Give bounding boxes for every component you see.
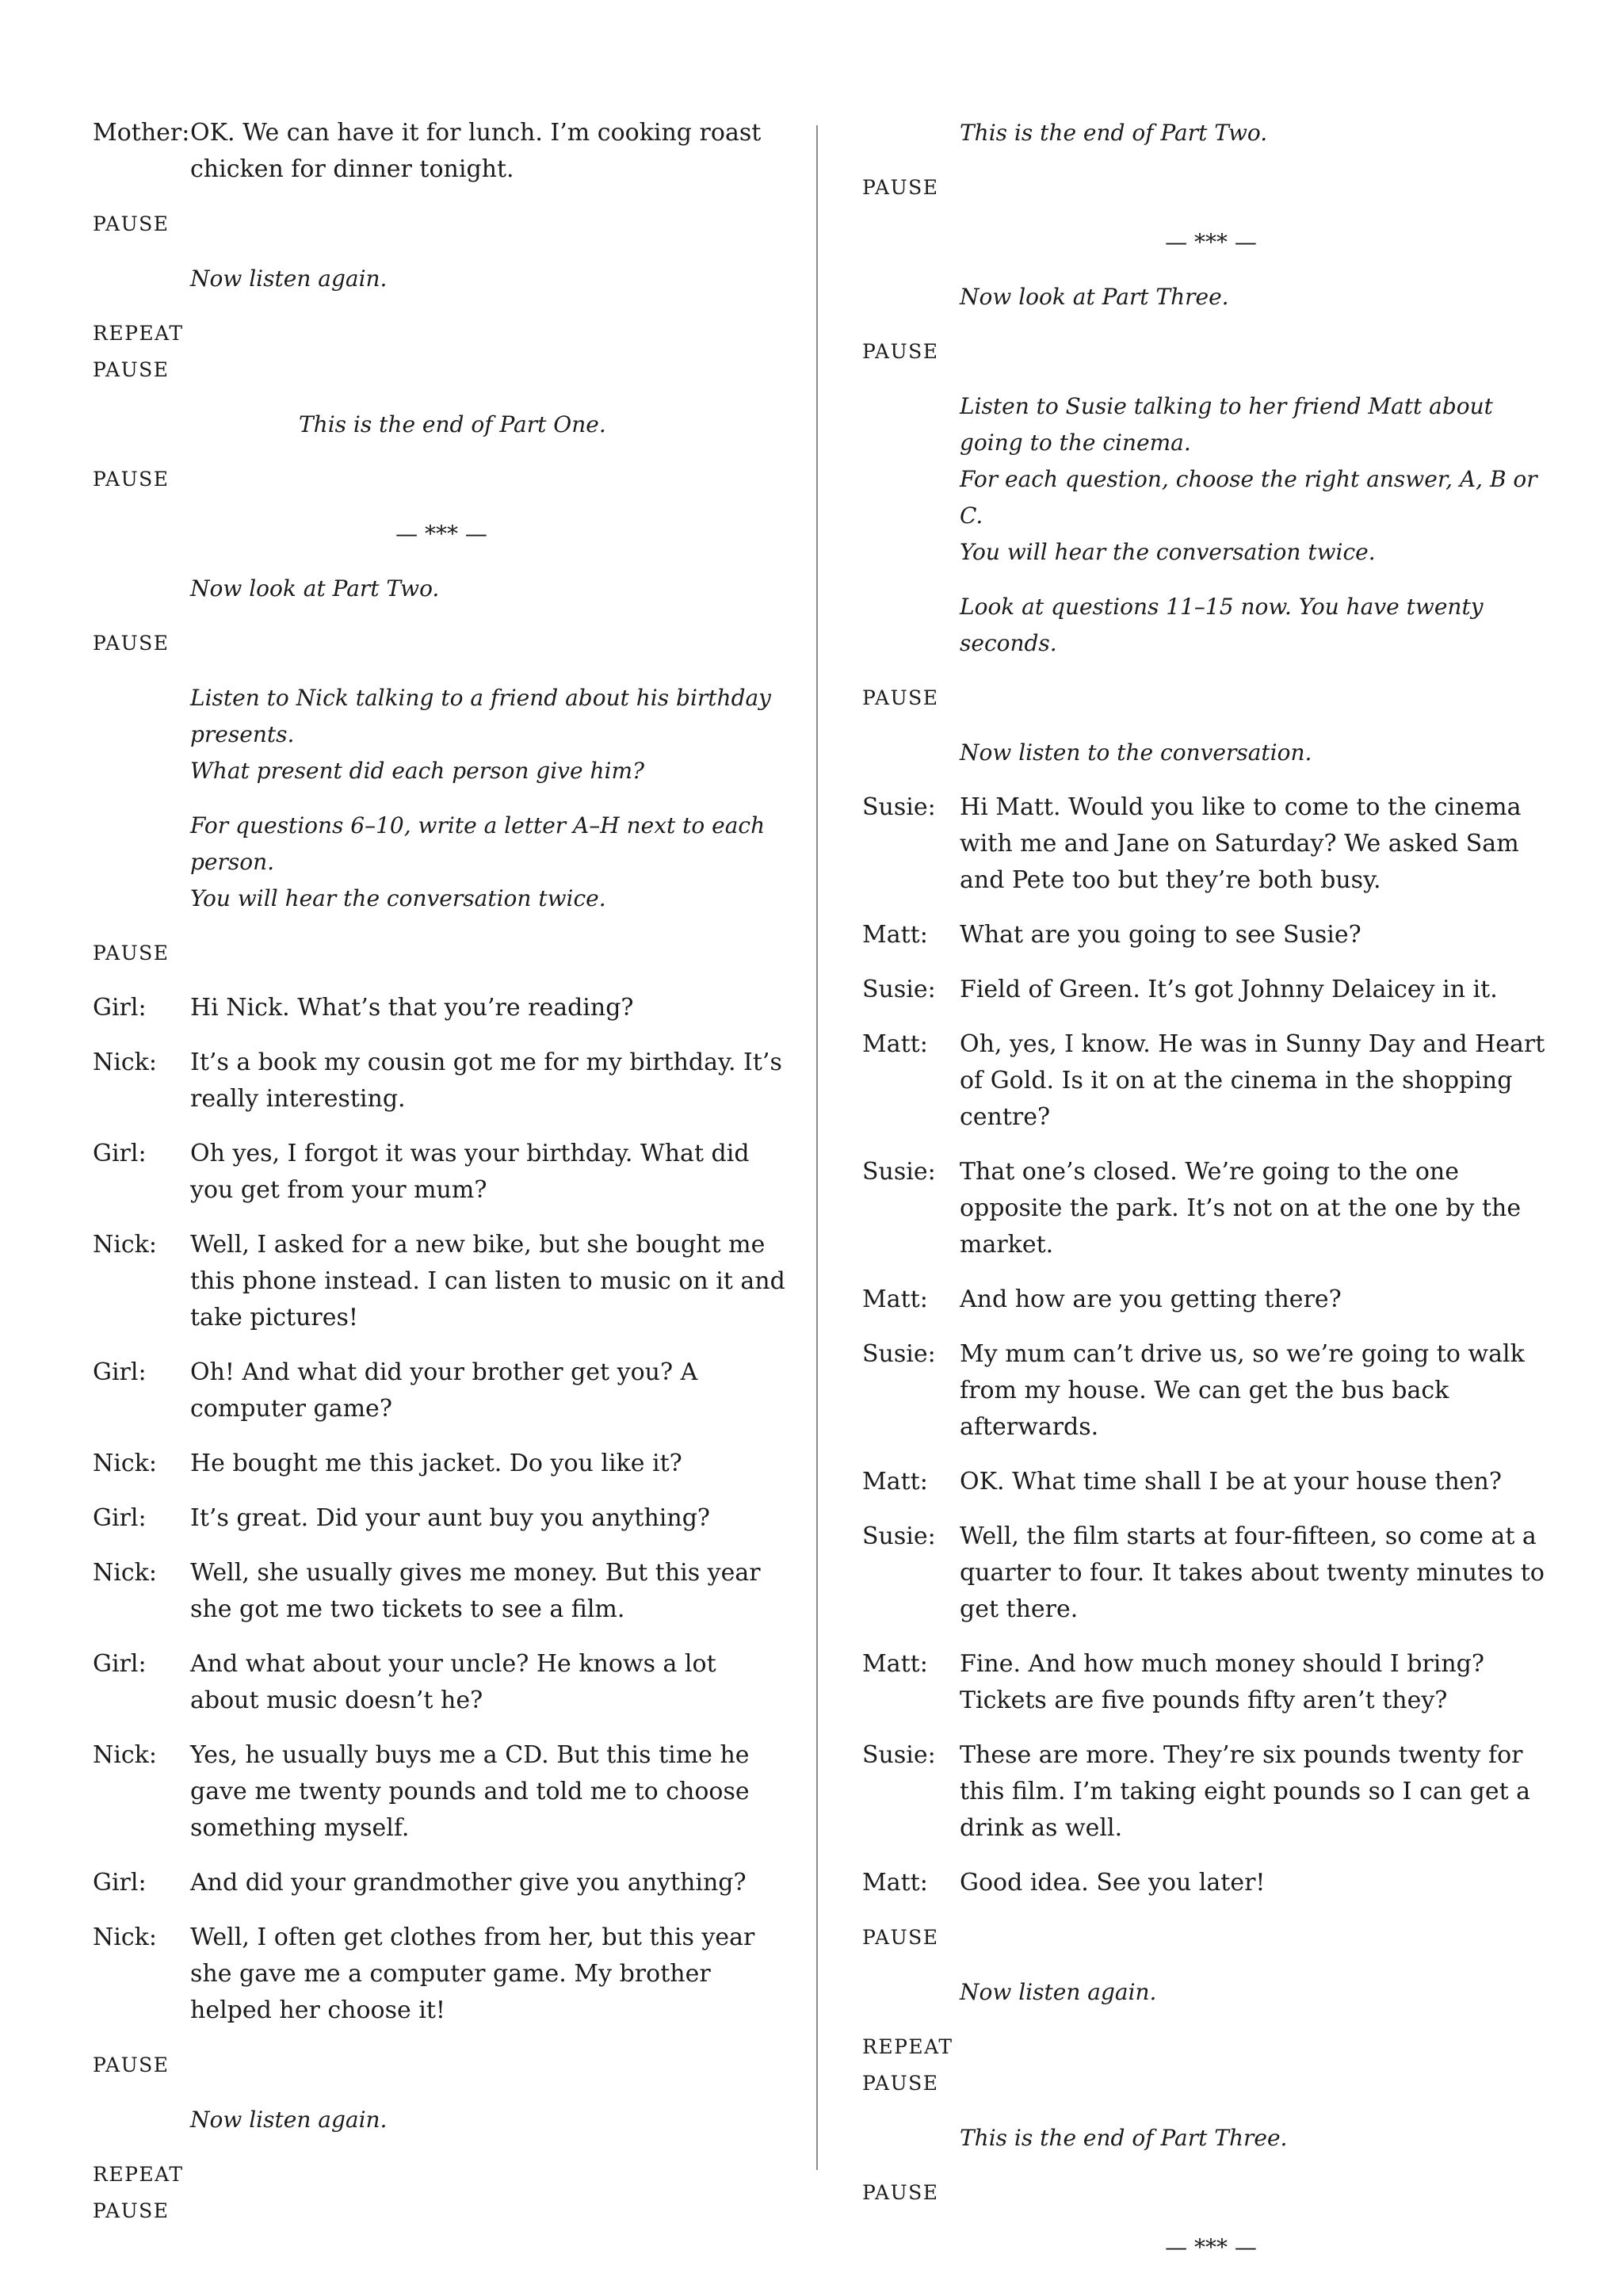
speech-text: And did your grandmother give you anything? [190, 1869, 747, 1897]
pause-cue: PAUSE [862, 2072, 939, 2095]
column-divider [816, 125, 818, 2170]
section-separator: — *** — [1165, 2234, 1257, 2260]
speaker: Nick: [93, 1231, 157, 1259]
speech-text: Oh! And what did your brother get you? A computer game? [190, 1358, 698, 1423]
instruction: Now listen again. [190, 2107, 388, 2133]
instruction: Look at questions 11–15 now. You have twenty seconds. [960, 594, 1484, 656]
pause-cue: PAUSE [862, 1926, 939, 1949]
speaker: Matt: [862, 1869, 928, 1897]
dialogue-line [93, 1920, 790, 2029]
instruction: Now look at Part Three. [960, 284, 1229, 310]
speaker: Nick: [93, 1924, 157, 1951]
dialogue-line [862, 1519, 1560, 1628]
dialogue-line [93, 1737, 790, 1847]
repeat-pause-group [862, 2029, 1560, 2102]
speech-text: Oh, yes, I know. He was in Sunny Day and Heart of Gold. Is it on at the cinema in the shopping centre? [960, 1030, 1545, 1131]
end-of-part-three: This is the end of Part Three. [960, 2125, 1288, 2151]
speaker: Girl: [93, 994, 147, 1022]
pause-cue: PAUSE [93, 468, 170, 491]
speech-text: And what about your uncle? He knows a lot about music doesn’t he? [190, 1650, 716, 1714]
section-separator: — *** — [1165, 229, 1257, 255]
instruction: Listen to Susie talking to her friend Matt about going to the cinema. [960, 393, 1493, 456]
instruction: For questions 6–10, write a letter A–H next to each person. [190, 812, 766, 875]
speech-text: OK. What time shall I be at your house then? [960, 1468, 1502, 1496]
speaker: Nick: [93, 1741, 157, 1769]
speaker: Susie: [862, 1158, 936, 1186]
instruction: Listen to Nick talking to a friend about his birthday presents. [190, 685, 772, 747]
speaker: Girl: [93, 1358, 147, 1386]
dialogue-line [862, 1026, 1560, 1136]
dialogue-line [862, 789, 1560, 899]
speech-text: Well, I asked for a new bike, but she bought me this phone instead. I can listen to music on it and take pictures! [190, 1231, 785, 1331]
speaker: Susie: [862, 976, 936, 1003]
instruction-group [93, 808, 790, 917]
pause-cue: PAUSE [862, 176, 939, 199]
speaker: Susie: [862, 1340, 936, 1368]
repeat-cue: REPEAT [93, 2163, 184, 2186]
speaker: Nick: [93, 1049, 157, 1076]
pause-cue: PAUSE [93, 942, 170, 965]
speech-text: Hi Nick. What’s that you’re reading? [190, 994, 634, 1022]
pause-cue: PAUSE [862, 340, 939, 363]
dialogue-line [862, 917, 1560, 953]
pause-cue: PAUSE [93, 358, 170, 381]
dialogue-line [93, 1446, 790, 1482]
speech-text: Oh yes, I forgot it was your birthday. What did you get from your mum? [190, 1140, 750, 1204]
pause-cue: PAUSE [93, 632, 170, 655]
end-of-part-two: This is the end of Part Two. [960, 120, 1268, 146]
speech-text: That one’s closed. We’re going to the one opposite the park. It’s not on at the one by the market. [960, 1158, 1522, 1259]
speaker: Girl: [93, 1504, 147, 1532]
dialogue-line [862, 1154, 1560, 1263]
dialogue-line [93, 1555, 790, 1628]
speech-text: What are you going to see Susie? [960, 921, 1361, 949]
dialogue-line [93, 1500, 790, 1537]
section-separator: — *** — [395, 521, 487, 547]
speaker: Matt: [862, 1286, 928, 1313]
speech-text: Good idea. See you later! [960, 1869, 1266, 1897]
speaker: Girl: [93, 1869, 147, 1897]
speech-text: And how are you getting there? [960, 1286, 1342, 1313]
speech-text: Hi Matt. Would you like to come to the cinema with me and Jane on Saturday? We asked Sam and Pete too but they’re both busy. [960, 793, 1522, 894]
speech-text: OK. We can have it for lunch. I’m cooking roast chicken for dinner tonight. [190, 119, 762, 183]
dialogue-line [862, 1282, 1560, 1318]
speaker: Girl: [93, 1650, 147, 1678]
speaker: Matt: [862, 1650, 928, 1678]
speech-text: Yes, he usually buys me a CD. But this time he gave me twenty pounds and told me to choose something myself. [190, 1741, 750, 1842]
pause-cue: PAUSE [93, 212, 170, 235]
instruction: For each question, choose the right answer, A, B or C. [960, 466, 1537, 529]
speaker: Susie: [862, 1522, 936, 1550]
speaker: Nick: [93, 1450, 157, 1477]
speech-text: Well, the film starts at four-fifteen, so come at a quarter to four. It takes about twenty minutes to get there. [960, 1522, 1545, 1623]
speech-text: He bought me this jacket. Do you like it? [190, 1450, 682, 1477]
dialogue-line [93, 1865, 790, 1901]
speaker: Girl: [93, 1140, 147, 1167]
dialogue-line [862, 972, 1560, 1008]
dialogue-line [862, 1464, 1560, 1500]
speech-text: Field of Green. It’s got Johnny Delaicey in it. [960, 976, 1498, 1003]
instruction: Now listen to the conversation. [960, 739, 1312, 766]
repeat-cue: REPEAT [862, 2035, 953, 2058]
repeat-pause-group [93, 315, 790, 388]
instruction: You will hear the conversation twice. [960, 539, 1376, 565]
speaker: Matt: [862, 1468, 928, 1496]
pause-cue: PAUSE [93, 2053, 170, 2076]
speech-text: These are more. They’re six pounds twenty for this film. I’m taking eight pounds so I can get a drink as well. [960, 1741, 1531, 1842]
dialogue-line [93, 1227, 790, 1336]
speaker: Matt: [862, 921, 928, 949]
speech-text: Well, I often get clothes from her, but this year she gave me a computer game. My brother helped her choose it! [190, 1924, 755, 2024]
right-column [862, 115, 1560, 2266]
speech-text: It’s great. Did your aunt buy you anything? [190, 1504, 711, 1532]
end-of-part-one: This is the end of Part One. [299, 411, 606, 437]
repeat-cue: REPEAT [93, 322, 184, 345]
speech-text: Well, she usually gives me money. But this year she got me two tickets to see a film. [190, 1559, 761, 1623]
repeat-pause-group [93, 2157, 790, 2229]
speaker: Susie: [862, 793, 936, 821]
pause-cue: PAUSE [93, 2199, 170, 2222]
pause-cue: PAUSE [862, 2181, 939, 2204]
speaker: Nick: [93, 1559, 157, 1587]
dialogue-line [93, 115, 790, 188]
dialogue-line [93, 1646, 790, 1719]
instruction: What present did each person give him? [190, 758, 645, 784]
dialogue-line [862, 1646, 1560, 1719]
speaker: Susie: [862, 1741, 936, 1769]
speech-text: Fine. And how much money should I bring? Tickets are five pounds fifty aren’t they? [960, 1650, 1484, 1714]
speech-text: My mum can’t drive us, so we’re going to walk from my house. We can get the bus back afterwards. [960, 1340, 1525, 1441]
pause-cue: PAUSE [862, 686, 939, 709]
instruction-group [862, 388, 1560, 571]
speaker: Mother: [93, 119, 190, 147]
instruction: Now listen again. [190, 266, 388, 292]
dialogue-line [862, 1737, 1560, 1847]
instruction-group [93, 680, 790, 789]
dialogue-line [862, 1336, 1560, 1446]
speaker: Matt: [862, 1030, 928, 1058]
dialogue-line [862, 1865, 1560, 1901]
dialogue-line [93, 1136, 790, 1209]
dialogue-line [93, 1354, 790, 1427]
instruction: You will hear the conversation twice. [190, 885, 606, 911]
instruction: Now look at Part Two. [190, 575, 440, 602]
speech-text: It’s a book my cousin got me for my birthday. It’s really interesting. [190, 1049, 782, 1113]
left-column [93, 115, 790, 2229]
dialogue-line [93, 990, 790, 1026]
instruction: Now listen again. [960, 1979, 1157, 2005]
dialogue-line [93, 1045, 790, 1117]
